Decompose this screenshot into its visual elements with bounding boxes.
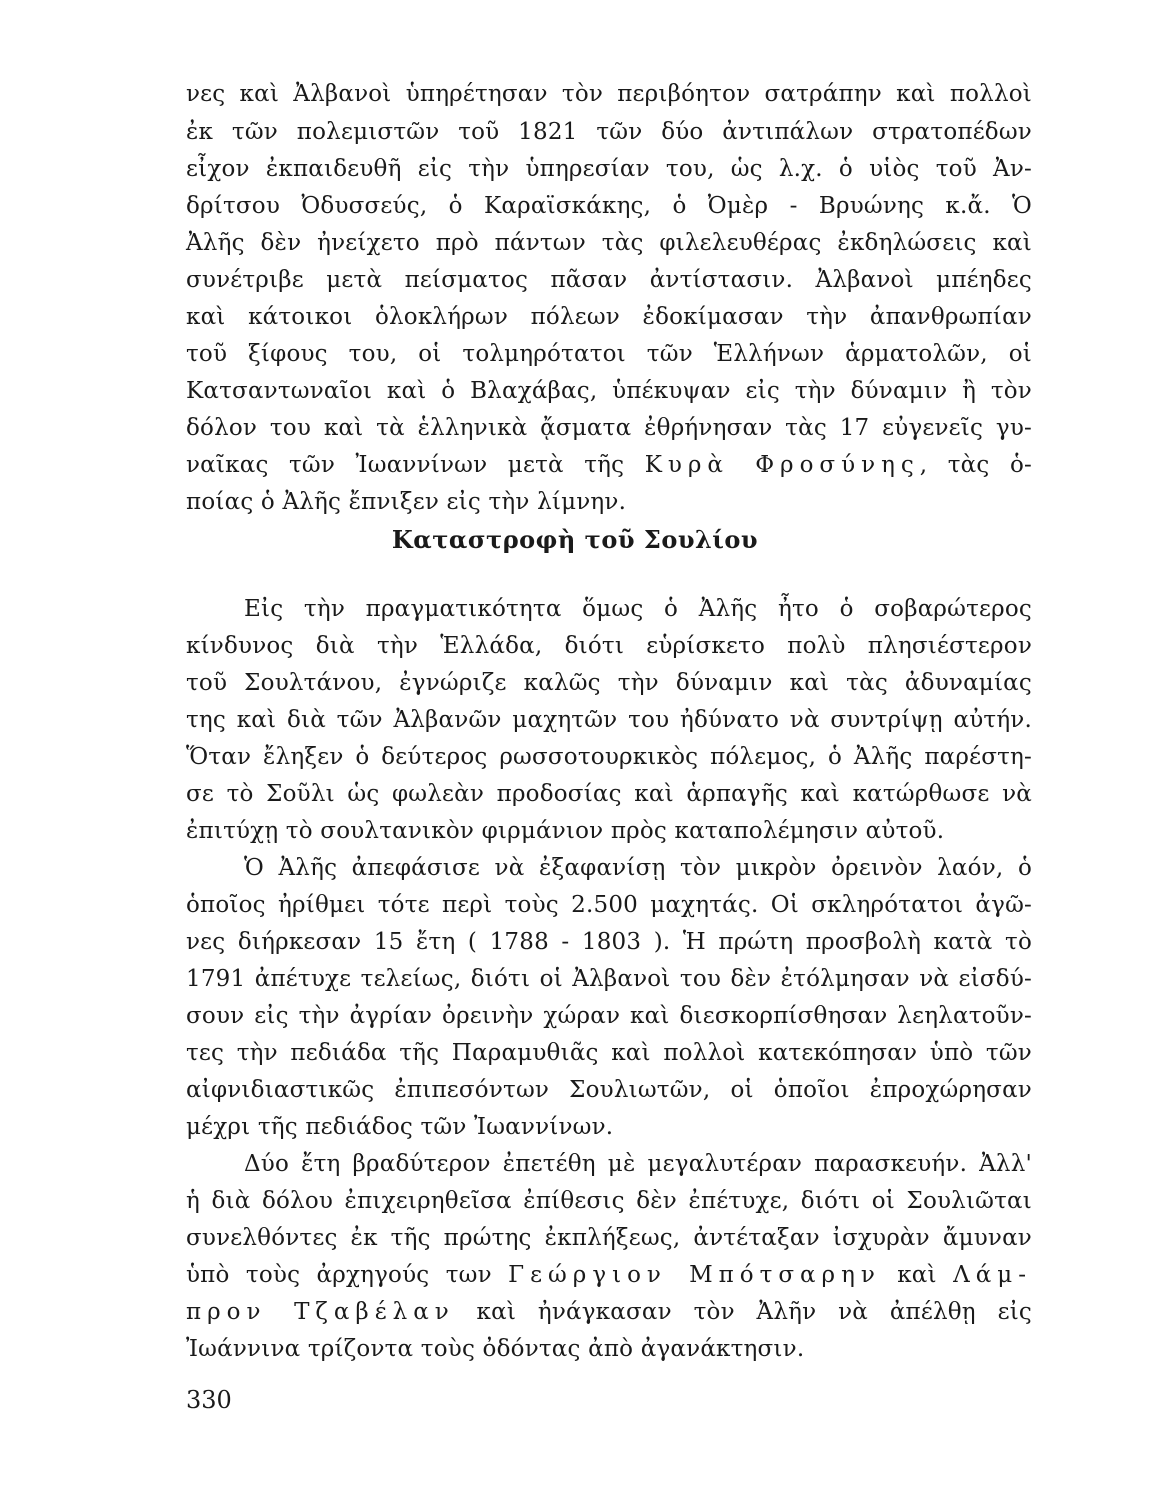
spaced-name: Λάμ- (953, 1262, 1032, 1288)
text-line: ποίας ὁ Ἀλῆς ἔπνιξεν εἰς τὴν λίμνην. (186, 489, 627, 515)
text-line: εἶχον ἐκπαιδευθῆ εἰς τὴν ὑπηρεσίαν του, ὡς λ.χ. ὁ υἱὸς τοῦ Ἀν- (186, 156, 1032, 182)
text-line (186, 1256, 1032, 1294)
text-segment: ναῖκας τῶν Ἰωαννίνων μετὰ τῆς (186, 452, 645, 478)
text-line (186, 1293, 1032, 1331)
spaced-name: Γεώργιον Μπότσαρην (508, 1262, 881, 1288)
text-line: συνέτριβε μετὰ πείσματος πᾶσαν ἀντίστασιν. Ἀλβανοὶ μπέηδες (186, 267, 1032, 293)
text-line: ἐκ τῶν πολεμιστῶν τοῦ 1821 τῶν δύο ἀντιπάλων στρατοπέδων (186, 119, 1032, 145)
text-line: αἰφνιδιαστικῶς ἐπιπεσόντων Σουλιωτῶν, οἱ ὁποῖοι ἐπροχώρησαν (186, 1077, 1032, 1103)
text-line: συνελθόντες ἐκ τῆς πρώτης ἐκπλήξεως, ἀντέταξαν ἰσχυρὰν ἄμυναν (186, 1225, 1032, 1251)
text-line: σουν εἰς τὴν ἀγρίαν ὀρεινὴν χώραν καὶ διεσκορπίσθησαν λεηλατοῦν- (186, 1003, 1032, 1029)
text-line: δρίτσου Ὀδυσσεύς, ὁ Καραϊσκάκης, ὁ Ὀμὲρ - Βρυώνης κ.ἄ. Ὁ (186, 193, 1032, 219)
text-line: Ἀλῆς δὲν ἠνείχετο πρὸ πάντων τὰς φιλελευθέρας ἐκδηλώσεις καὶ (186, 230, 1032, 256)
text-line: Ὅταν ἔληξεν ὁ δεύτερος ρωσσοτουρκικὸς πόλεμος, ὁ Ἀλῆς παρέστη- (186, 744, 1032, 770)
text-line: ὁποῖος ἠρίθμει τότε περὶ τοὺς 2.500 μαχητάς. Οἱ σκληρότατοι ἀγῶ- (186, 892, 1032, 918)
text-line: τες τὴν πεδιάδα τῆς Παραμυθιᾶς καὶ πολλοὶ κατεκόπησαν ὑπὸ τῶν (186, 1040, 1032, 1066)
text-line: ἐπιτύχῃ τὸ σουλτανικὸν φιρμάνιον πρὸς καταπολέμησιν αὐτοῦ. (186, 818, 945, 844)
text-line: Εἰς τὴν πραγματικότητα ὅμως ὁ Ἀλῆς ἦτο ὁ σοβαρώτερος (244, 596, 1032, 622)
text-segment: καὶ (880, 1262, 954, 1288)
text-line: καὶ κάτοικοι ὁλοκλήρων πόλεων ἐδοκίμασαν τὴν ἀπανθρωπίαν (186, 304, 1032, 330)
text-line: Ὁ Ἀλῆς ἀπεφάσισε νὰ ἐξαφανίσῃ τὸν μικρὸν ὀρεινὸν λαόν, ὁ (244, 855, 1032, 881)
text-line (186, 446, 1032, 484)
spaced-name: πρoν Τζαβέλαν (186, 1299, 455, 1325)
text-line: 1791 ἀπέτυχε τελείως, διότι οἱ Ἀλβανοὶ του δὲν ἐτόλμησαν νὰ εἰσδύ- (186, 966, 1032, 992)
text-line: τοῦ Σουλτάνου, ἐγνώριζε καλῶς τὴν δύναμιν καὶ τὰς ἀδυναμίας (186, 670, 1032, 696)
spaced-name: Κυρὰ Φροσύνης (644, 452, 920, 478)
text-line: Ἰωάννινα τρίζοντα τοὺς ὀδόντας ἀπὸ ἀγανάκτησιν. (186, 1336, 805, 1362)
text-line: Κατσαντωναῖοι καὶ ὁ Βλαχάβας, ὑπέκυψαν εἰς τὴν δύναμιν ἢ τὸν (186, 378, 1032, 404)
text-segment: ὑπὸ τοὺς ἀρχηγούς των (186, 1262, 509, 1288)
text-line: κίνδυνος διὰ τὴν Ἑλλάδα, διότι εὑρίσκετο πολὺ πλησιέστερον (186, 633, 1032, 659)
text-segment: , τὰς ὁ- (919, 452, 1032, 478)
page-number: 330 (186, 1386, 232, 1414)
text-line: μέχρι τῆς πεδιάδος τῶν Ἰωαννίνων. (186, 1114, 614, 1140)
text-line: Δύο ἔτη βραδύτερον ἐπετέθη μὲ μεγαλυτέραν παρασκευήν. Ἀλλ' (244, 1151, 1032, 1177)
text-line: σε τὸ Σοῦλι ὡς φωλεὰν προδοσίας καὶ ἁρπαγῆς καὶ κατώρθωσε νὰ (186, 781, 1032, 807)
text-line: νες διήρκεσαν 15 ἔτη ( 1788 - 1803 ). Ἡ πρώτη προσβολὴ κατὰ τὸ (186, 929, 1032, 955)
text-segment: καὶ ἠνάγκασαν τὸν Ἀλῆν νὰ ἀπέλθῃ εἰς (454, 1299, 1033, 1325)
section-heading: Καταστροφὴ τοῦ Σουλίου (391, 525, 759, 554)
text-line: ἡ διὰ δόλου ἐπιχειρηθεῖσα ἐπίθεσις δὲν ἐπέτυχε, διότι οἱ Σουλιῶται (186, 1188, 1032, 1214)
text-line: νες καὶ Ἀλβανοὶ ὑπηρέτησαν τὸν περιβόητον σατράπην καὶ πολλοὶ (186, 81, 1032, 107)
text-line: της καὶ διὰ τῶν Ἀλβανῶν μαχητῶν του ἠδύνατο νὰ συντρίψῃ αὐτήν. (186, 707, 1032, 733)
text-line: τοῦ ξίφους του, οἱ τολμηρότατοι τῶν Ἑλλήνων ἁρματολῶν, οἱ (186, 341, 1032, 367)
text-line: δόλον του καὶ τὰ ἑλληνικὰ ᾄσματα ἐθρήνησαν τὰς 17 εὐγενεῖς γυ- (186, 415, 1032, 441)
